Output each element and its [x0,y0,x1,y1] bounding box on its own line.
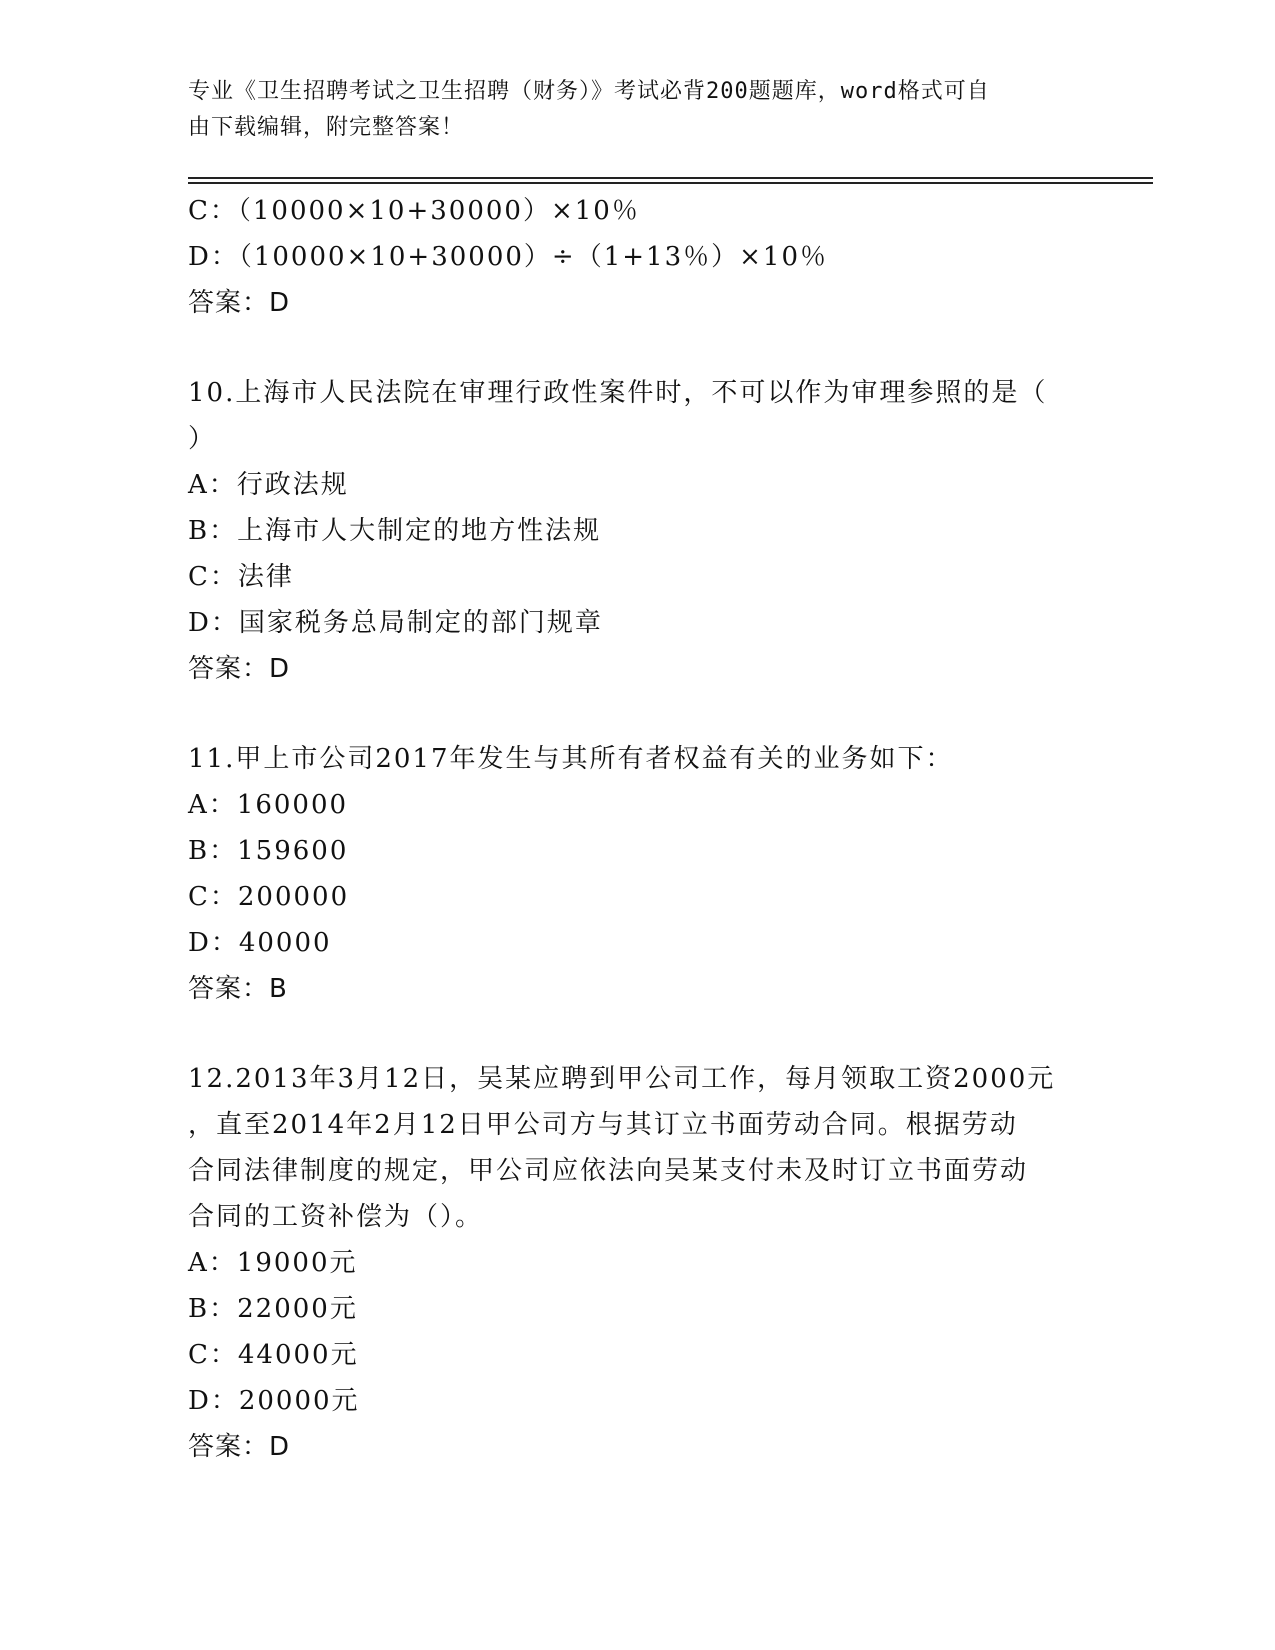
question-stem-line: ） [188,424,217,454]
answer-line: 答案：D [188,288,291,318]
option-c: C：法律 [188,562,294,592]
answer-line: 答案：B [188,974,288,1004]
question-list [188,188,1088,1470]
option-d: D：40000 [188,928,332,958]
option-a: A：160000 [188,790,349,820]
header-line-2: 由下载编辑，附完整答案！ [188,115,465,140]
option-b: B：上海市人大制定的地方性法规 [188,516,602,546]
option-d: D：（10000×10+30000）÷（1+13％）×10％ [188,242,828,272]
option-a: A：19000元 [188,1248,358,1278]
header-divider-bottom [188,182,1153,184]
option-c: C：（10000×10+30000）×10％ [188,196,640,226]
question-12 [188,1056,1088,1470]
header-line-1: 专业《卫生招聘考试之卫生招聘（财务）》考试必背200题题库，word格式可自 [188,79,990,104]
option-d: D：20000元 [188,1386,360,1416]
question-stem-line: 合同的工资补偿为（）。 [188,1202,484,1232]
question-stem-line: 合同法律制度的规定，甲公司应依法向吴某支付未及时订立书面劳动 [188,1156,1029,1186]
question-stem-line: 11.甲上市公司2017年发生与其所有者权益有关的业务如下： [188,744,954,774]
question-stem-line: 12.2013年3月12日，吴某应聘到甲公司工作，每月领取工资2000元 [188,1064,1056,1094]
question-stem-line: 10.上海市人民法院在审理行政性案件时，不可以作为审理参照的是（ [188,378,1048,408]
question-10 [188,370,1088,692]
header-divider-top [188,177,1153,179]
option-c: C：44000元 [188,1340,359,1370]
option-a: A：行政法规 [188,470,349,500]
document-header [188,74,1078,146]
answer-line: 答案：D [188,654,291,684]
option-c: C：200000 [188,882,350,912]
question-stem-line: ，直至2014年2月12日甲公司方与其订立书面劳动合同。根据劳动 [188,1110,1018,1140]
option-b: B：159600 [188,836,349,866]
partial-question [188,188,1088,326]
option-d: D：国家税务总局制定的部门规章 [188,608,603,638]
question-11 [188,736,1088,1012]
option-b: B：22000元 [188,1294,358,1324]
answer-line: 答案：D [188,1432,291,1462]
